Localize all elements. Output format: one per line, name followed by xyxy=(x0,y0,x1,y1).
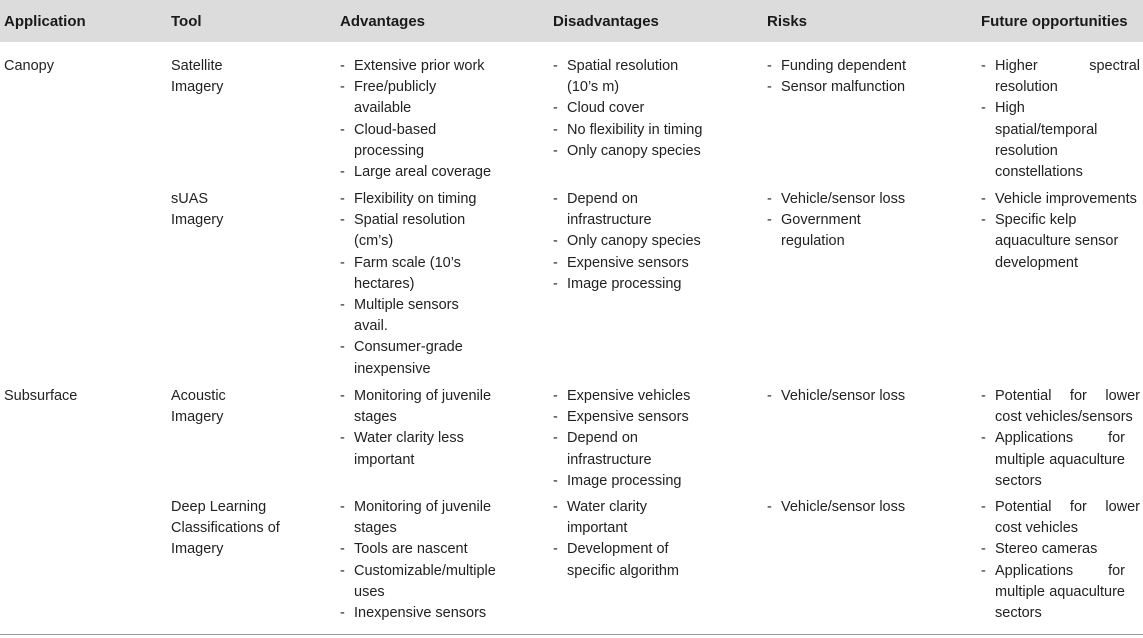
header-disadvantages: Disadvantages xyxy=(553,13,659,30)
cell-disadvantages xyxy=(553,497,728,582)
cell-future xyxy=(981,386,1140,492)
list-item: - Flexibility on timing xyxy=(340,189,515,210)
cell-future xyxy=(981,189,1140,274)
header-application: Application xyxy=(4,13,86,30)
list-item: - Expensive sensors xyxy=(553,253,728,274)
cell-risks xyxy=(767,497,952,518)
list-item: - Inexpensive sensors xyxy=(340,603,515,624)
list-item: - Potential for lower cost vehicles/sensors xyxy=(981,386,1140,428)
header-advantages: Advantages xyxy=(340,13,426,30)
list-item: - Cloud-based processing xyxy=(340,120,454,162)
list-item: - Vehicle/sensor loss xyxy=(767,189,952,210)
cell-tool: Deep Learning Classifications of Imagery xyxy=(171,499,280,558)
cell-risks xyxy=(767,189,952,253)
cell-tool: sUAS Imagery xyxy=(171,191,224,229)
list-item: - Monitoring of juvenile stages xyxy=(340,497,519,539)
cell-advantages xyxy=(340,386,515,471)
list-item: - Expensive sensors xyxy=(553,407,728,428)
cell-advantages xyxy=(340,56,515,183)
list-item: - Water clarity less important xyxy=(340,428,499,470)
bottom-rule xyxy=(0,634,1143,635)
cell-future xyxy=(981,497,1140,624)
cell-tool: Satellite Imagery xyxy=(171,58,224,96)
list-item: - Free/publicly available xyxy=(340,77,454,119)
list-item: - Stereo cameras xyxy=(981,539,1140,560)
cell-risks xyxy=(767,386,952,407)
list-item: - Potential for lower cost vehicles xyxy=(981,497,1140,539)
cell-disadvantages xyxy=(553,386,728,492)
list-item: - Image processing xyxy=(553,274,728,295)
list-item: - No flexibility in timing xyxy=(553,120,728,141)
cell-disadvantages xyxy=(553,56,728,162)
list-item: - Only canopy species xyxy=(553,231,728,252)
header-tool: Tool xyxy=(171,13,202,30)
table-header xyxy=(0,0,1143,42)
list-item: - Applications for multiple aquaculture sectors xyxy=(981,561,1125,625)
list-item: - Vehicle/sensor loss xyxy=(767,497,952,518)
list-item: - Funding dependent xyxy=(767,56,952,77)
list-item: - Development of specific algorithm xyxy=(553,539,702,581)
list-item: - Sensor malfunction xyxy=(767,77,952,98)
list-item: - Government regulation xyxy=(767,210,881,252)
cell-application: Canopy xyxy=(4,58,54,74)
list-item: - Monitoring of juvenile stages xyxy=(340,386,519,428)
list-item: - Spatial resolution (cm’s) xyxy=(340,210,484,252)
list-item: - Depend on infrastructure xyxy=(553,428,667,470)
cell-tool: Acoustic Imagery xyxy=(171,388,226,426)
list-item: - Image processing xyxy=(553,471,728,492)
list-item: - Customizable/multiple uses xyxy=(340,561,524,603)
header-future: Future opportunities xyxy=(981,13,1128,30)
list-item: - Applications for multiple aquaculture sectors xyxy=(981,428,1125,492)
list-item: - Extensive prior work xyxy=(340,56,515,77)
cell-application: Subsurface xyxy=(4,388,78,404)
cell-risks xyxy=(767,56,952,98)
list-item: - Specific kelp aquaculture sensor development xyxy=(981,210,1143,274)
list-item: - Only canopy species xyxy=(553,141,728,162)
cell-advantages xyxy=(340,189,515,380)
list-item: - Vehicle improvements xyxy=(981,189,1140,210)
list-item: - Higher spectral resolution xyxy=(981,56,1140,98)
list-item: - Vehicle/sensor loss xyxy=(767,386,952,407)
header-risks: Risks xyxy=(767,13,808,30)
list-item: - Water clarity important xyxy=(553,497,677,539)
list-item: - Spatial resolution (10’s m) xyxy=(553,56,697,98)
list-item: - High spatial/temporal resolution constellations xyxy=(981,98,1120,183)
list-item: - Expensive vehicles xyxy=(553,386,728,407)
cell-advantages xyxy=(340,497,515,624)
list-item: - Large areal coverage xyxy=(340,162,515,183)
list-item: - Multiple sensors avail. xyxy=(340,295,484,337)
list-item: - Depend on infrastructure xyxy=(553,189,667,231)
list-item: - Farm scale (10’s hectares) xyxy=(340,253,489,295)
cell-future xyxy=(981,56,1140,183)
list-item: - Cloud cover xyxy=(553,98,728,119)
list-item: - Tools are nascent xyxy=(340,539,515,560)
list-item: - Consumer-grade inexpensive xyxy=(340,337,484,379)
cell-disadvantages xyxy=(553,189,728,295)
